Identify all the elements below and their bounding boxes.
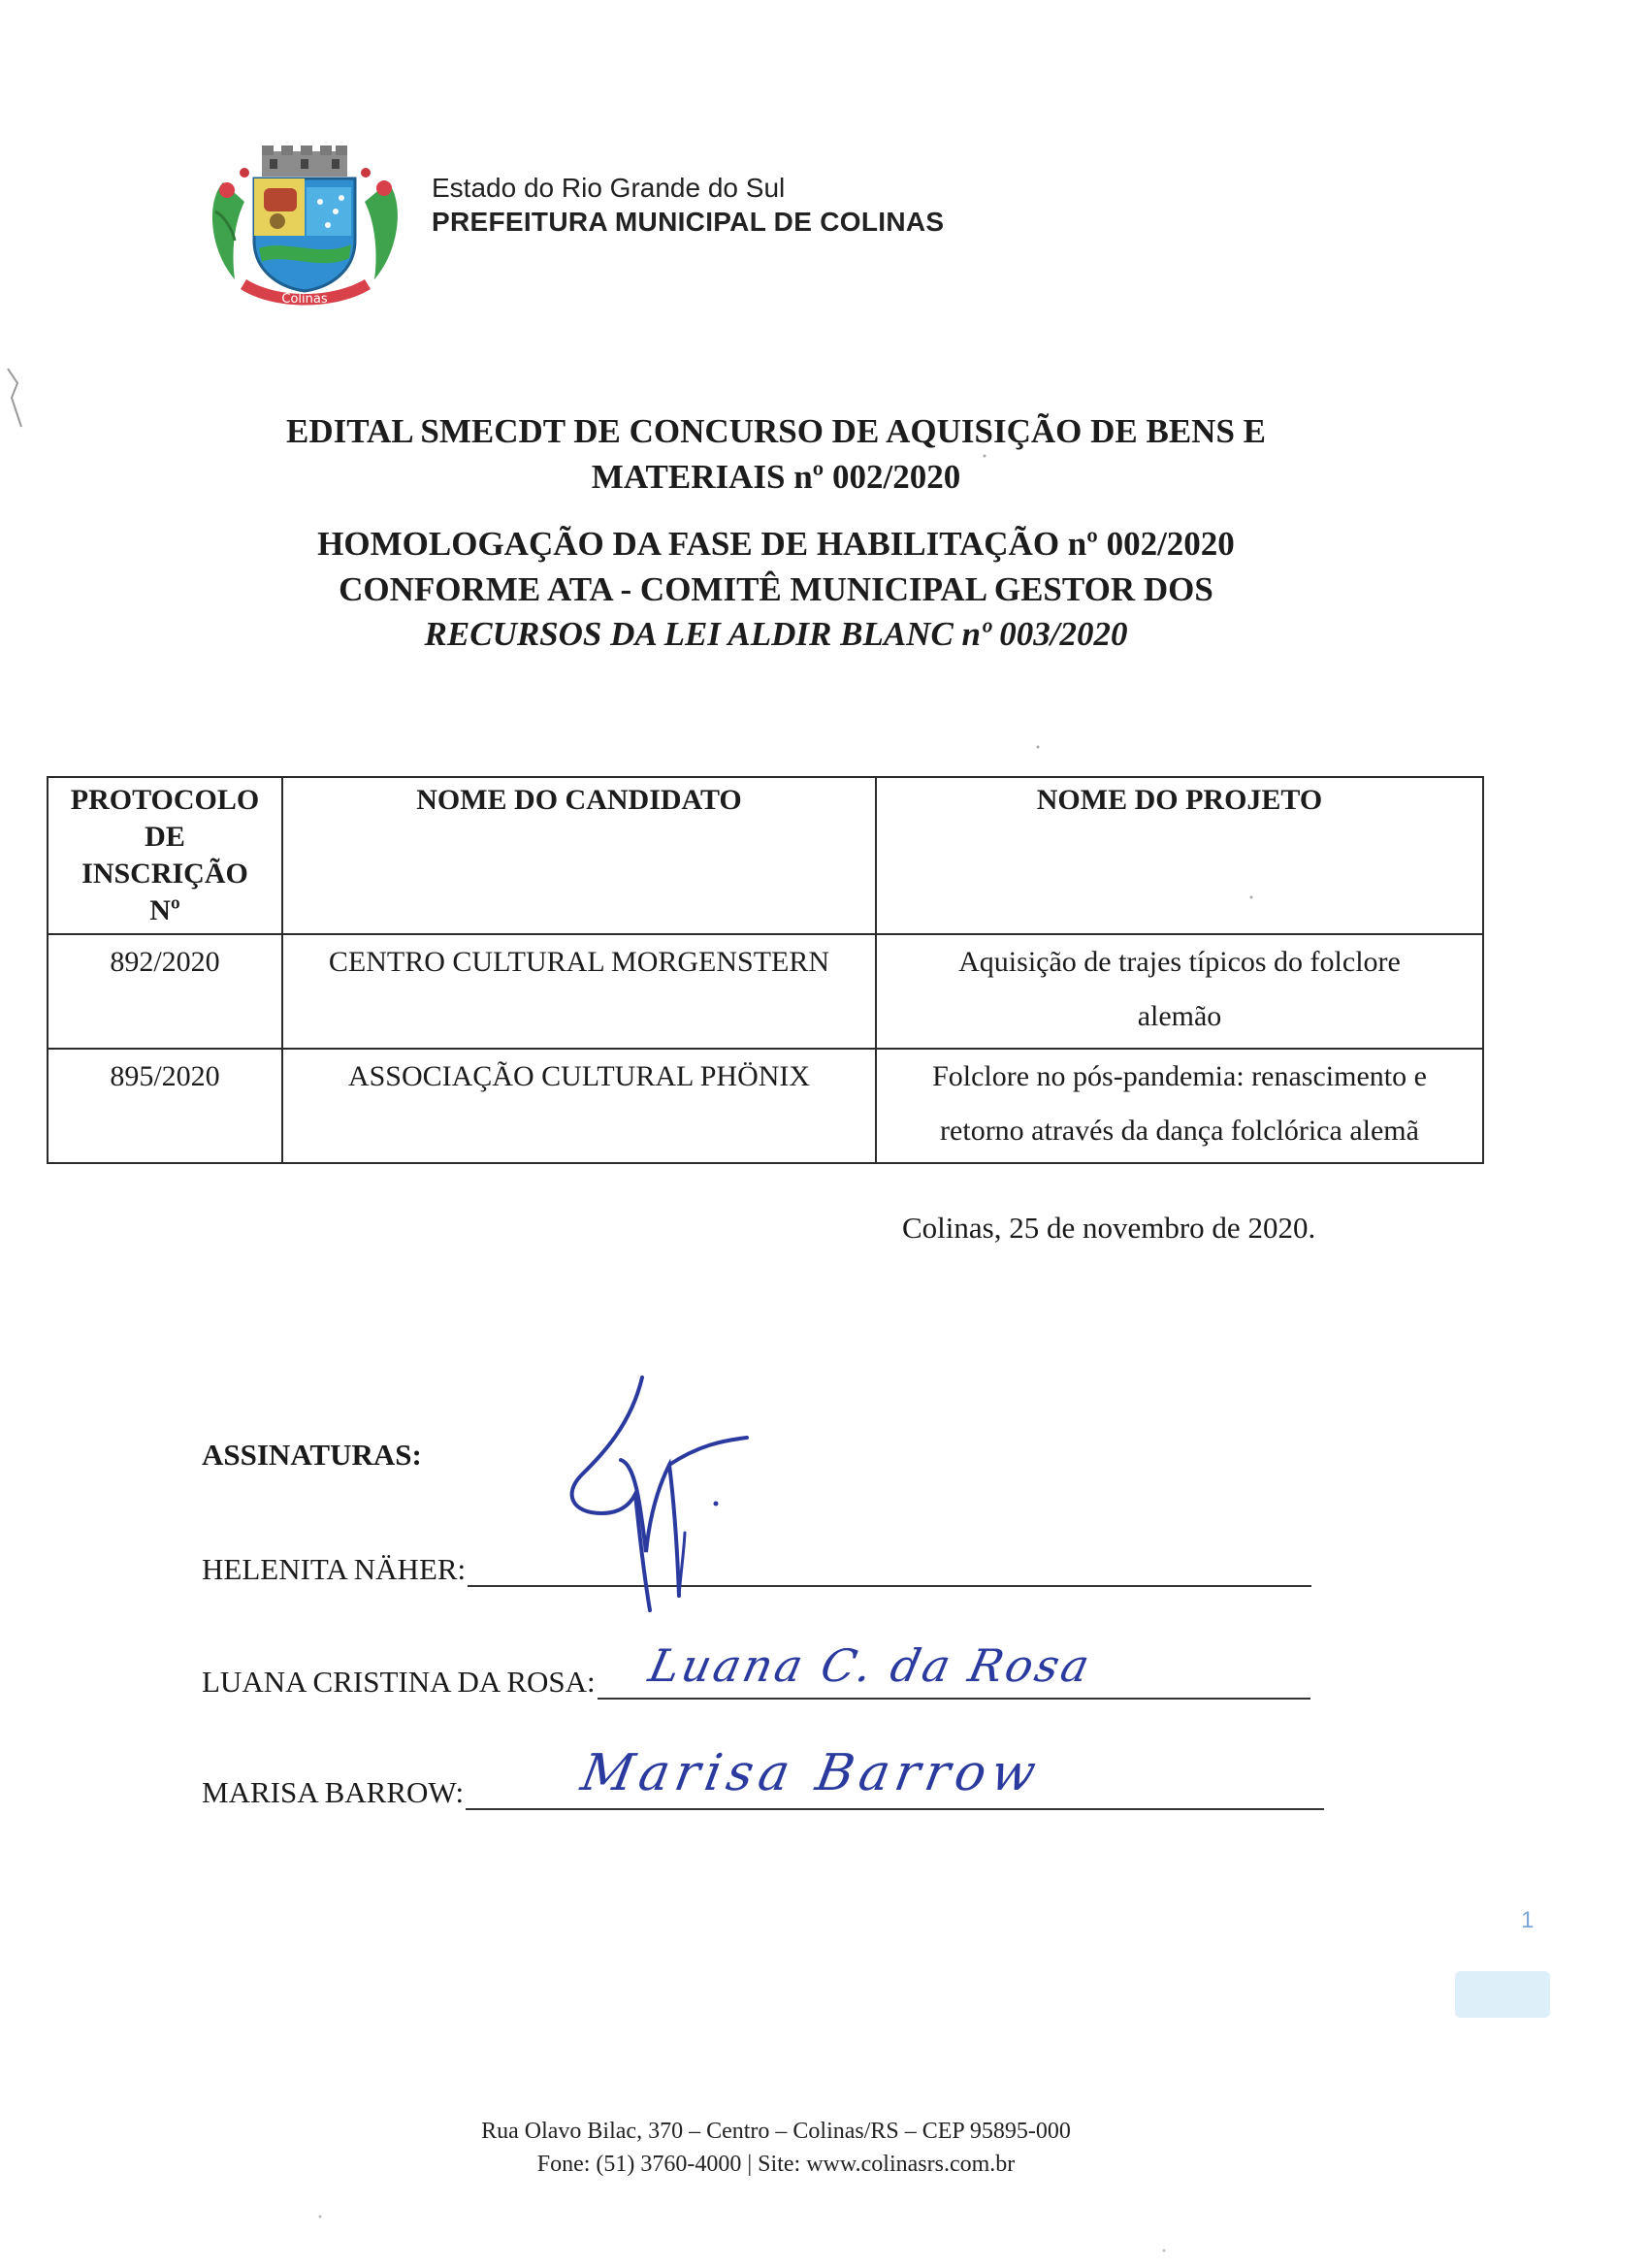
- handwritten-signature-marisa: Marisa Barrow: [576, 1744, 1046, 1802]
- header-protocol-line: INSCRIÇÃO: [81, 858, 248, 890]
- signature-label: MARISA BARROW:: [202, 1775, 465, 1809]
- homologation-title-line-1: HOMOLOGAÇÃO DA FASE DE HABILITAÇÃO nº 002/2020: [317, 525, 1235, 563]
- cell-project-line: retorno através da dança folclórica alemã: [940, 1115, 1419, 1147]
- cell-candidate: CENTRO CULTURAL MORGENSTERN: [282, 934, 876, 1049]
- cell-project-line: Folclore no pós-pandemia: renascimento e: [932, 1060, 1427, 1092]
- footer-contact: Fone: (51) 3760-4000 | Site: www.colinasrs.com.br: [536, 2152, 1016, 2177]
- header-candidate: NOME DO CANDIDATO: [282, 777, 876, 934]
- cell-protocol: 892/2020: [48, 934, 282, 1049]
- header-project: NOME DO PROJETO: [876, 777, 1483, 934]
- header-protocol-line: Nº: [149, 894, 180, 926]
- signatures-heading: ASSINATURAS:: [202, 1438, 422, 1472]
- edital-title-line-2: MATERIAIS nº 002/2020: [591, 458, 961, 496]
- homologation-title-italic: RECURSOS DA LEI ALDIR BLANC nº 003/2020: [424, 615, 1128, 653]
- crest-ribbon-text: Colinas: [281, 292, 328, 307]
- header-state-name: Estado do Rio Grande do Sul: [432, 173, 786, 203]
- page-number: 1: [1521, 1907, 1535, 1933]
- header-prefecture-name: PREFEITURA MUNICIPAL DE COLINAS: [432, 207, 945, 237]
- cell-project-line: Aquisição de trajes típicos do folclore: [958, 946, 1401, 978]
- homologation-title-line-2: CONFORME ATA - COMITÊ MUNICIPAL GESTOR DOS: [339, 570, 1213, 608]
- edital-title-line-1: EDITAL SMECDT DE CONCURSO DE AQUISIÇÃO DE BENS E: [285, 412, 1267, 450]
- cell-protocol: 895/2020: [48, 1049, 282, 1163]
- handwritten-signature-luana: Luana C. da Rosa: [644, 1639, 1097, 1692]
- header-protocol-line: PROTOCOLO: [70, 784, 260, 816]
- signature-label: LUANA CRISTINA DA ROSA:: [202, 1665, 596, 1699]
- document-date: Colinas, 25 de novembro de 2020.: [902, 1211, 1316, 1245]
- cell-project-line: alemão: [1137, 1000, 1222, 1032]
- header-protocol-line: DE: [145, 821, 185, 853]
- footer-address: Rua Olavo Bilac, 370 – Centro – Colinas/RS – CEP 95895-000: [481, 2119, 1071, 2144]
- cell-candidate: ASSOCIAÇÃO CULTURAL PHÖNIX: [282, 1049, 876, 1163]
- signature-label: HELENITA NÄHER:: [202, 1552, 467, 1586]
